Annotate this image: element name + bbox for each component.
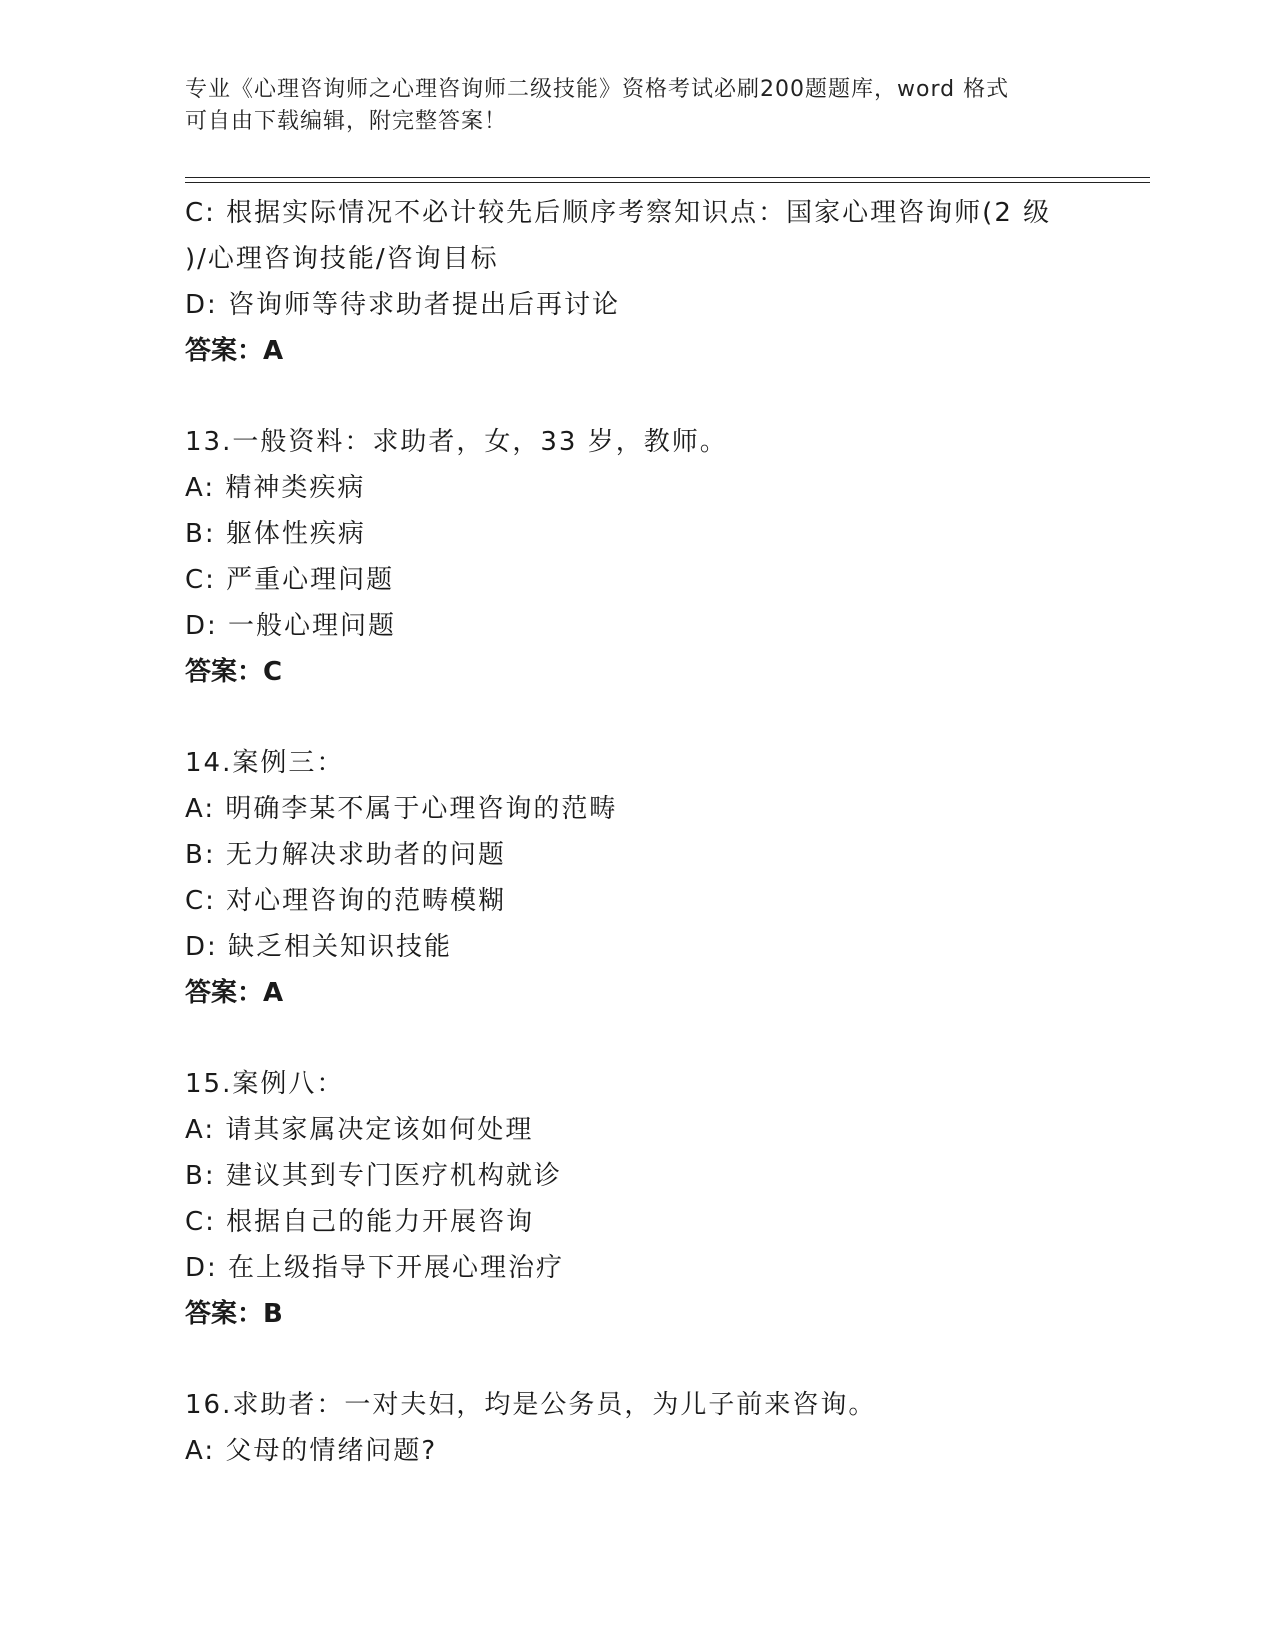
- option-b: B: 躯体性疾病: [185, 519, 366, 549]
- option-b: B: 建议其到专门医疗机构就诊: [185, 1161, 562, 1191]
- answer-label: 答案：A: [185, 978, 284, 1008]
- question-block-14: [185, 740, 1085, 1016]
- option-a: A: 请其家属决定该如何处理: [185, 1115, 534, 1145]
- question-stem: 14.案例三：: [185, 748, 345, 778]
- header-line-1: 专业《心理咨询师之心理咨询师二级技能》资格考试必刷200题题库，word 格式: [185, 77, 1010, 102]
- header-line-2: 可自由下载编辑，附完整答案！: [185, 109, 508, 134]
- document-header: [185, 74, 1065, 138]
- header-divider-bottom: [185, 182, 1150, 183]
- question-line: C: 根据实际情况不必计较先后顺序考察知识点：国家心理咨询师(2 级: [185, 198, 1052, 228]
- question-stem: 16.求助者：一对夫妇，均是公务员，为儿子前来咨询。: [185, 1390, 877, 1420]
- option-d: D: 一般心理问题: [185, 611, 397, 641]
- answer-label: 答案：C: [185, 657, 283, 687]
- question-block-15: [185, 1061, 1085, 1337]
- answer-label: 答案：B: [185, 1299, 283, 1329]
- option-a: A: 明确李某不属于心理咨询的范畴: [185, 794, 618, 824]
- question-list: [185, 190, 1085, 1474]
- option-c: C: 对心理咨询的范畴模糊: [185, 886, 507, 916]
- header-divider-top: [185, 177, 1150, 178]
- option-b: B: 无力解决求助者的问题: [185, 840, 506, 870]
- option-d: D: 在上级指导下开展心理治疗: [185, 1253, 565, 1283]
- question-stem: 15.案例八：: [185, 1069, 345, 1099]
- option-d: D: 缺乏相关知识技能: [185, 932, 453, 962]
- option-a: A: 父母的情绪问题?: [185, 1436, 438, 1466]
- option-a: A: 精神类疾病: [185, 473, 366, 503]
- question-block-13: [185, 419, 1085, 695]
- question-stem: 13.一般资料：求助者，女，33 岁，教师。: [185, 427, 728, 457]
- option-c: C: 严重心理问题: [185, 565, 395, 595]
- option-c: C: 根据自己的能力开展咨询: [185, 1207, 535, 1237]
- question-block-12: [185, 190, 1085, 374]
- option-d: D: 咨询师等待求助者提出后再讨论: [185, 290, 621, 320]
- question-line: )/心理咨询技能/咨询目标: [185, 244, 499, 274]
- question-block-16: [185, 1382, 1085, 1474]
- answer-label: 答案：A: [185, 336, 284, 366]
